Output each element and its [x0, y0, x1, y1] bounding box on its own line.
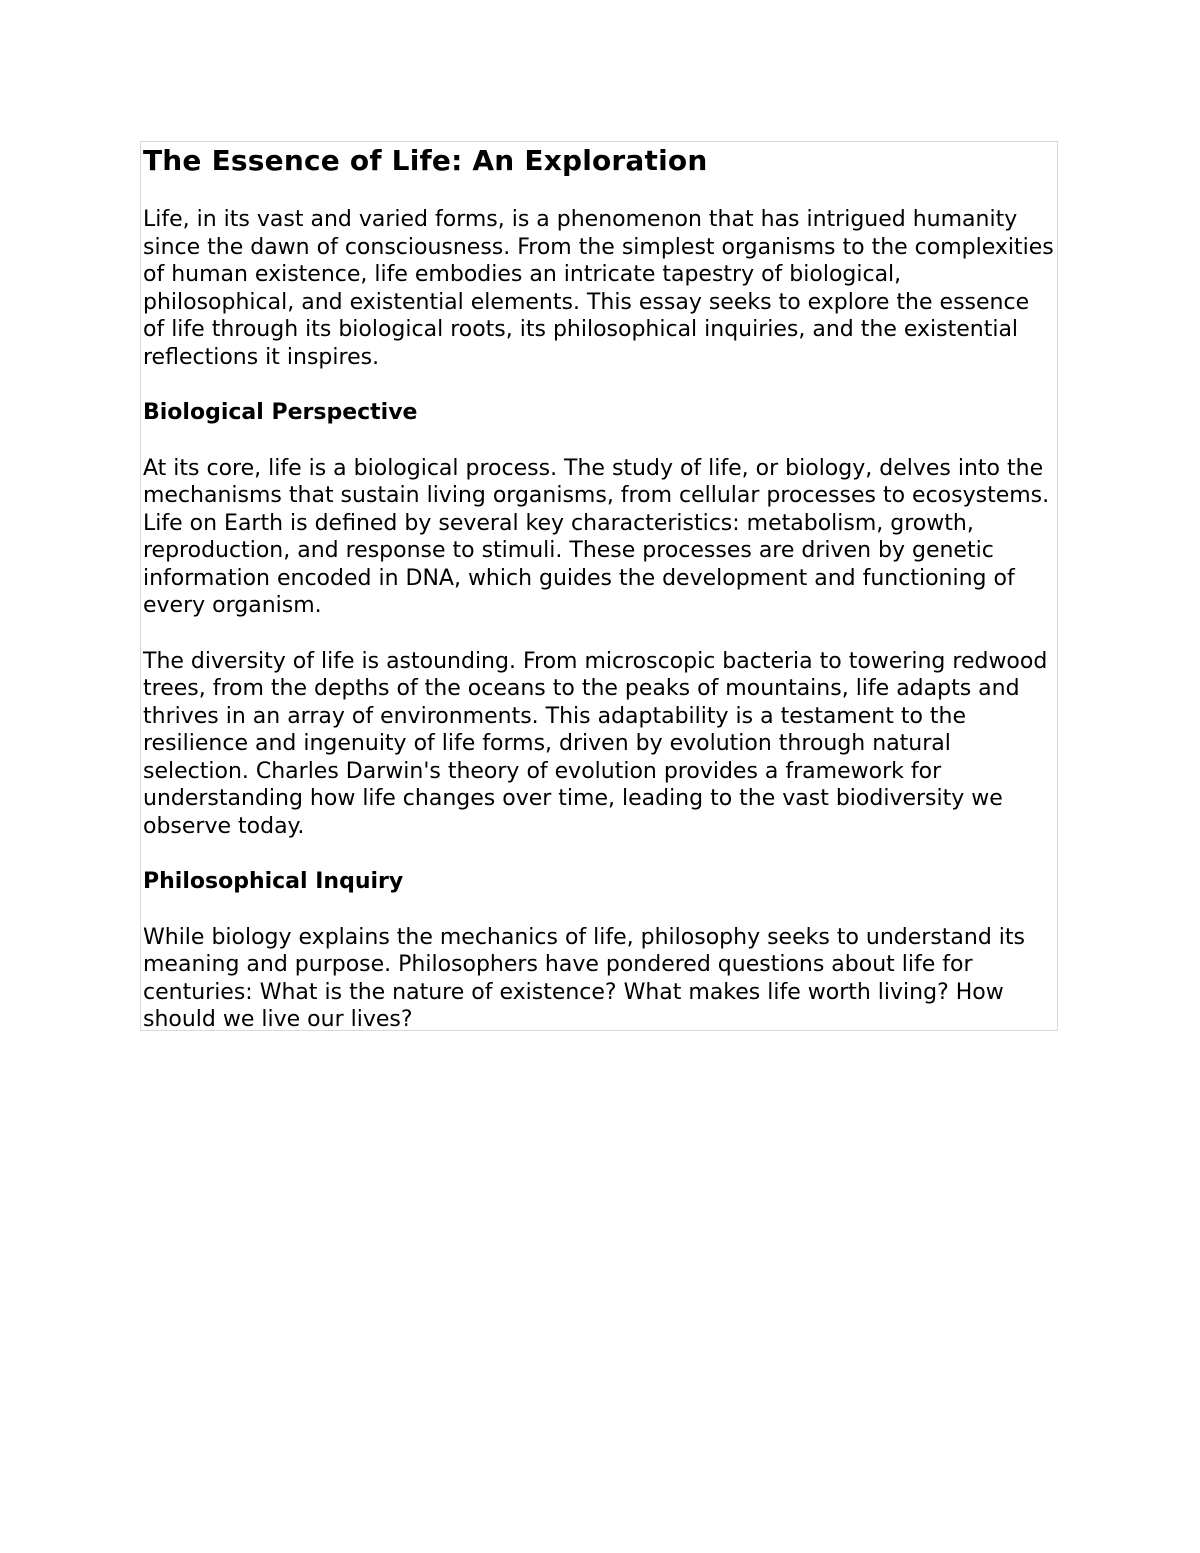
essay-content-box	[140, 141, 1058, 1031]
document-title: The Essence of Life: An Exploration	[143, 144, 708, 177]
biology-paragraph-1: At its core, life is a biological process. The study of life, or biology, delves into the mechanisms that sustain living organisms, from cellular processes to ecosystems. Life on Earth is defined by several key characteristics: metabolism, growth, reproduction, and response to stimuli. These processes are driven by genetic information encoded in DNA, which guides the development and functioning of every organism.	[143, 455, 1050, 618]
philosophy-paragraph-1: While biology explains the mechanics of life, philosophy seeks to understand its meaning and purpose. Philosophers have pondered questions about life for centuries: What is the nature of existence? What makes life worth living? How should we live our lives?	[143, 924, 1025, 1032]
spacer	[143, 840, 1055, 868]
section-heading-biological-perspective: Biological Perspective	[143, 400, 418, 425]
intro-paragraph: Life, in its vast and varied forms, is a phenomenon that has intrigued humanity since the dawn of consciousness. From the simplest organisms to the complexities of human existence, life embodies an intricate tapestry of biological, philosophical, and existential elements. This essay seeks to explore the essence of life through its biological roots, its philosophical inquiries, and the existential reflections it inspires.	[143, 207, 1054, 370]
spacer	[143, 896, 1055, 924]
spacer	[143, 427, 1055, 455]
spacer	[143, 620, 1055, 648]
spacer	[143, 178, 1055, 206]
biology-paragraph-2: The diversity of life is astounding. From microscopic bacteria to towering redwood trees, from the depths of the oceans to the peaks of mountains, life adapts and thrives in an array of environments. This adaptability is a testament to the resilience and ingenuity of life forms, driven by evolution through natural selection. Charles Darwin's theory of evolution provides a framework for understanding how life changes over time, leading to the vast biodiversity we observe today.	[143, 648, 1048, 839]
spacer	[143, 371, 1055, 399]
section-heading-philosophical-inquiry: Philosophical Inquiry	[143, 869, 404, 894]
